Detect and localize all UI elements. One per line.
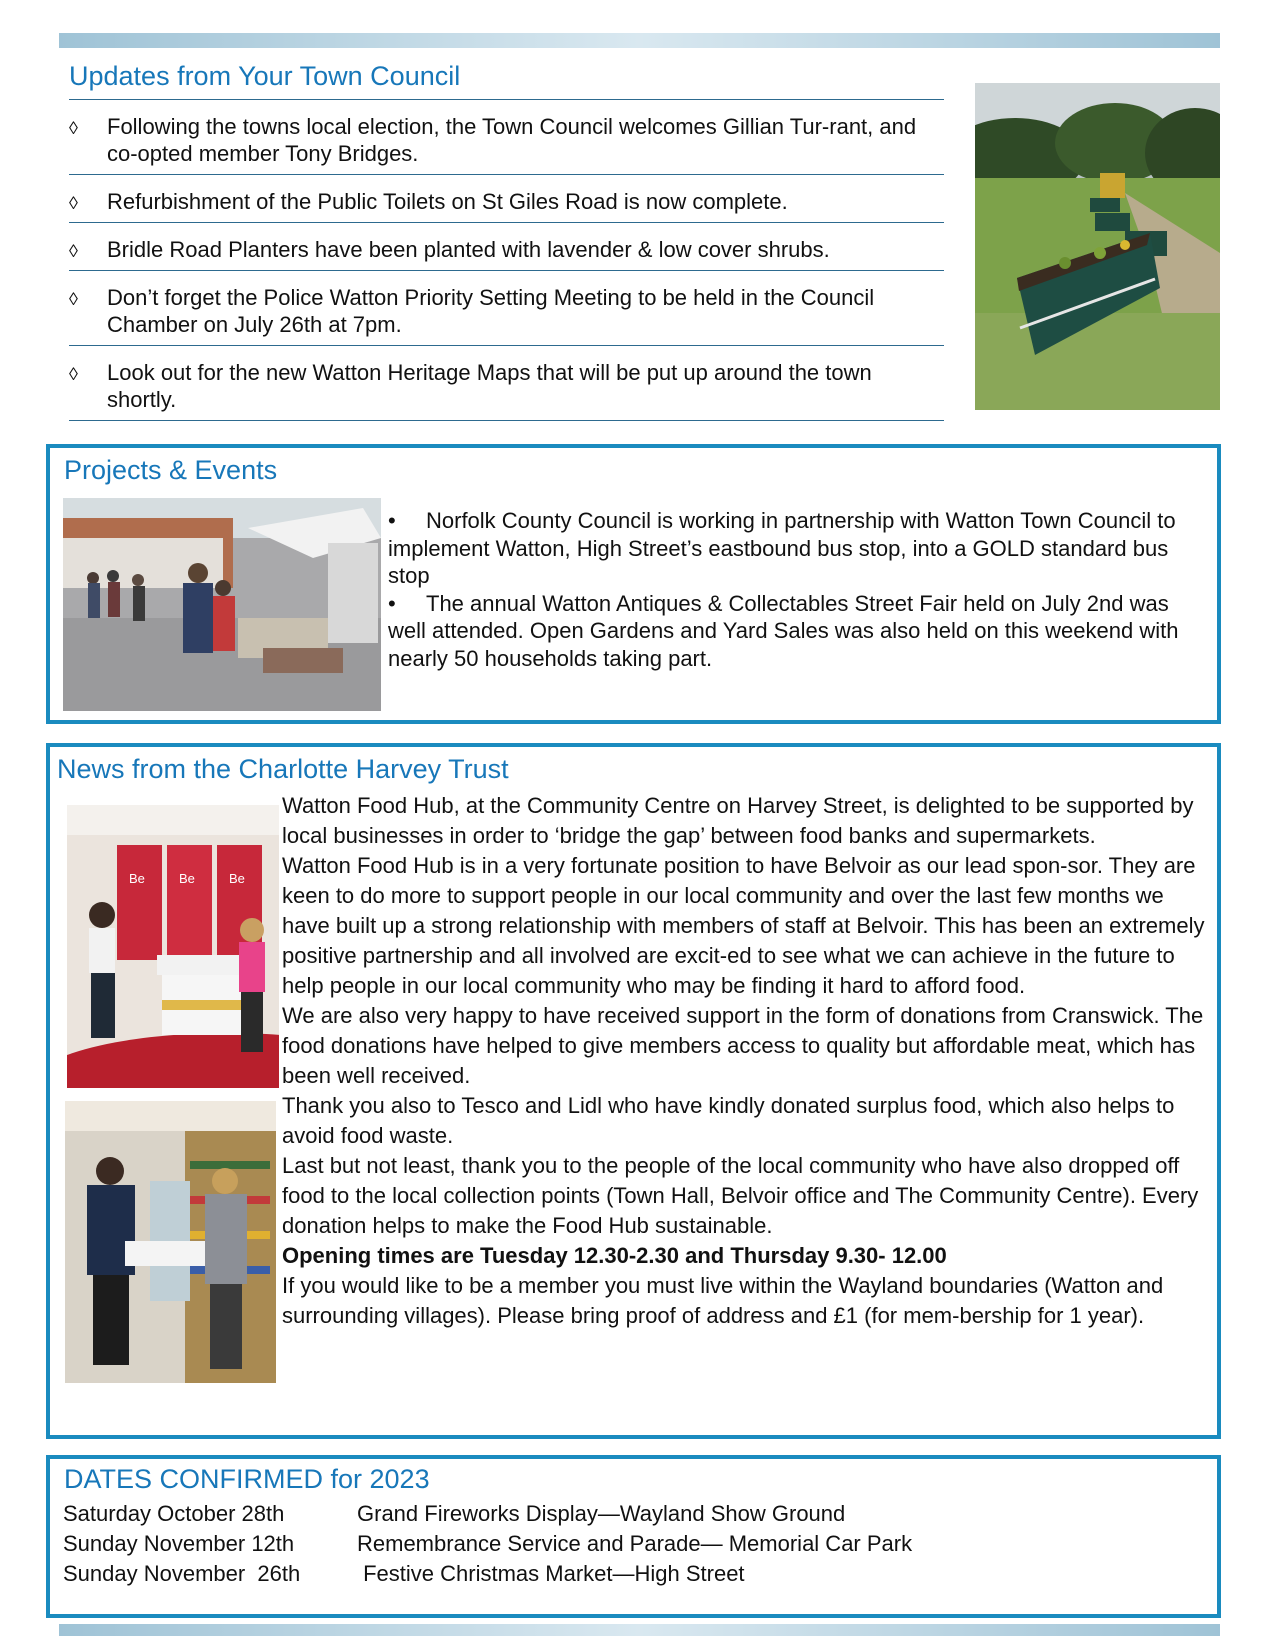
event-name: Festive Christmas Market—High Street	[357, 1561, 745, 1586]
list-item	[69, 99, 944, 175]
trust-heading: News from the Charlotte Harvey Trust	[57, 754, 509, 784]
diamond-bullet-icon: ◊	[69, 193, 78, 213]
belvoir-office-photo	[67, 805, 279, 1088]
project-text: The annual Watton Antiques & Collectables Street Fair held on July 2nd was well attended. Open Gardens and Yard Sales was also held on this weekend with nearly 50 households taking part.	[388, 590, 1179, 671]
event-date: Sunday November 26th	[63, 1561, 301, 1586]
bullet-icon: •	[388, 508, 396, 533]
update-text: Don’t forget the Police Watton Priority Setting Meeting to be held in the Council Chamber on July 26th at 7pm.	[107, 285, 875, 337]
trust-paragraph: Watton Food Hub, at the Community Centre on Harvey Street, is delighted to be supported by local businesses in order to ‘bridge the gap’ between food banks and supermarkets.	[282, 793, 1194, 848]
event-name: Remembrance Service and Parade— Memorial Car Park	[357, 1531, 913, 1556]
sign-text: Be	[229, 871, 245, 886]
projects-text	[388, 507, 1208, 672]
date-row	[63, 1529, 912, 1559]
bullet-icon: •	[388, 590, 396, 616]
updates-heading: Updates from Your Town Council	[69, 61, 461, 91]
list-item	[388, 507, 1208, 590]
list-item	[388, 590, 1208, 673]
update-text: Refurbishment of the Public Toilets on St Giles Road is now complete.	[107, 189, 788, 214]
date-row	[63, 1559, 912, 1589]
list-item	[69, 175, 944, 223]
projects-heading: Projects & Events	[64, 455, 278, 485]
project-text: Norfolk County Council is working in partnership with Watton Town Council to implement Watton, High Street’s eastbound bus stop, into a GOLD standard bus stop	[388, 508, 1176, 588]
diamond-bullet-icon: ◊	[69, 364, 78, 384]
list-item	[69, 271, 944, 346]
event-name: Grand Fireworks Display—Wayland Show Ground	[357, 1501, 846, 1526]
sign-text: Be	[179, 871, 195, 886]
diamond-bullet-icon: ◊	[69, 118, 78, 138]
event-date: Sunday November 12th	[63, 1531, 295, 1556]
top-divider	[59, 33, 1220, 48]
trust-paragraph: Thank you also to Tesco and Lidl who have kindly donated surplus food, which also helps to avoid food waste.	[282, 1093, 1175, 1148]
update-text: Following the towns local election, the Town Council welcomes Gillian Tur-rant, and co-opted member Tony Bridges.	[107, 114, 917, 166]
trust-paragraph: Last but not least, thank you to the people of the local community who have also dropped off food to the local collection points (Town Hall, Belvoir office and The Community Centre). Every donation helps to make the Food Hub sustainable.	[282, 1153, 1199, 1238]
diamond-bullet-icon: ◊	[69, 241, 78, 261]
update-text: Bridle Road Planters have been planted with lavender & low cover shrubs.	[107, 237, 830, 262]
bottom-divider	[59, 1624, 1220, 1636]
sign-text: Be	[129, 871, 145, 886]
updates-list	[69, 99, 944, 421]
event-date: Saturday October 28th	[63, 1501, 285, 1526]
update-text: Look out for the new Watton Heritage Maps that will be put up around the town shortly.	[107, 360, 872, 412]
list-item	[69, 223, 944, 271]
trust-body	[282, 791, 1212, 1331]
opening-times: Opening times are Tuesday 12.30-2.30 and Thursday 9.30- 12.00	[282, 1243, 947, 1268]
membership-info: If you would like to be a member you must live within the Wayland boundaries (Watton and surrounding villages). Please bring proof of address and £1 (for mem-bership for 1 year).	[282, 1273, 1164, 1328]
street-fair-photo	[63, 498, 381, 711]
food-hub-photo	[65, 1101, 276, 1383]
planters-photo	[975, 83, 1220, 410]
trust-paragraph: Watton Food Hub is in a very fortunate position to have Belvoir as our lead spon-sor. They are keen to do more to support people in our local community and over the last few months we have built up a strong relationship with members of staff at Belvoir. This has been an extremely positive partnership and all involved are excit-ed to see what we can achieve in the future to help people in our local community who may be finding it hard to afford food.	[282, 853, 1205, 998]
trust-paragraph: We are also very happy to have received support in the form of donations from Cranswick. The food donations have helped to give members access to quality but affordable meat, which has been well received.	[282, 1003, 1204, 1088]
list-item	[69, 346, 944, 421]
diamond-bullet-icon: ◊	[69, 289, 78, 309]
dates-heading: DATES CONFIRMED for 2023	[64, 1464, 430, 1494]
date-row	[63, 1499, 912, 1529]
dates-list	[63, 1499, 912, 1589]
